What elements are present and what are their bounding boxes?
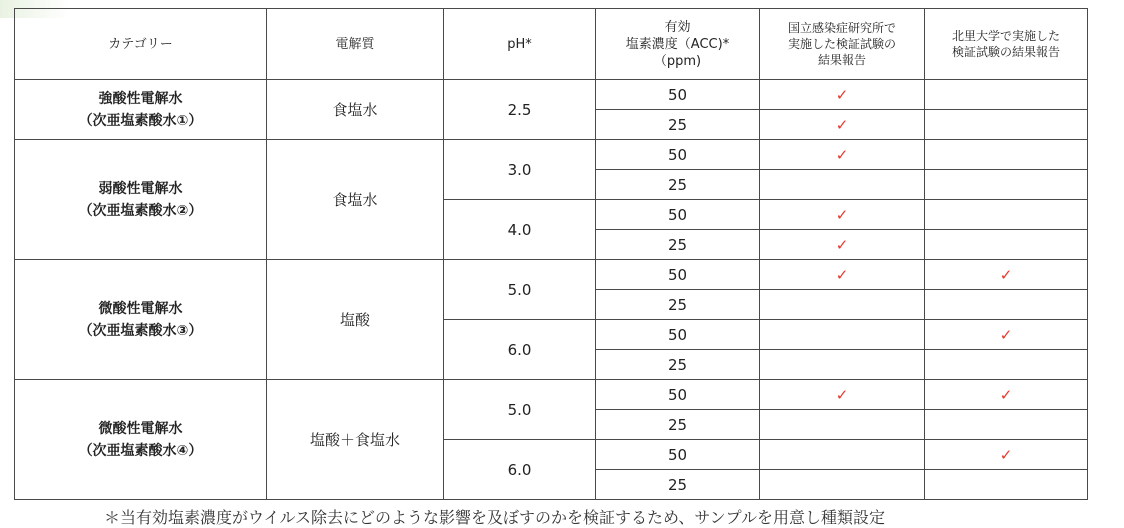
kitasato-result-cell: [925, 140, 1088, 170]
header-category: カテゴリー: [15, 9, 267, 80]
electrolyte-cell: 食塩水: [267, 140, 444, 260]
kitasato-result-cell: [925, 290, 1088, 320]
header-electrolyte: 電解質: [267, 9, 444, 80]
check-icon: ✓: [835, 145, 849, 164]
electrolyte-cell: 塩酸: [267, 260, 444, 380]
check-icon: ✓: [835, 115, 849, 134]
acc-cell: 50: [596, 200, 760, 230]
niid-result-cell: [760, 200, 925, 230]
acc-cell: 25: [596, 350, 760, 380]
footnote: ＊当有効塩素濃度がウイルス除去にどのような影響を及ぼすのかを検証するため、サンプルを用意し種類設定: [104, 508, 885, 527]
kitasato-result-cell: [925, 320, 1088, 350]
ph-cell: 6.0: [444, 440, 596, 500]
niid-result-cell: [760, 140, 925, 170]
kitasato-result-cell: [925, 80, 1088, 110]
acc-cell: 50: [596, 440, 760, 470]
niid-result-cell: [760, 110, 925, 140]
check-icon: ✓: [835, 265, 849, 284]
header-niid: 国立感染症研究所で 実施した検証試験の 結果報告: [760, 9, 925, 80]
category-cell: [15, 380, 267, 500]
header-ph: pH*: [444, 9, 596, 80]
kitasato-result-cell: [925, 110, 1088, 140]
kitasato-result-cell: [925, 410, 1088, 440]
check-icon: ✓: [999, 325, 1013, 344]
acc-cell: 25: [596, 470, 760, 500]
kitasato-result-cell: [925, 230, 1088, 260]
acc-cell: 50: [596, 320, 760, 350]
ph-cell: 3.0: [444, 140, 596, 200]
niid-result-cell: [760, 230, 925, 260]
category-label: 弱酸性電解水 （次亜塩素酸水②）: [78, 180, 203, 219]
electrolyte-cell: 塩酸＋食塩水: [267, 380, 444, 500]
verification-table: [14, 8, 1088, 500]
table-body: [15, 80, 1088, 500]
category-label: 微酸性電解水 （次亜塩素酸水④）: [78, 420, 203, 459]
check-icon: ✓: [835, 205, 849, 224]
category-cell: [15, 80, 267, 140]
niid-result-cell: [760, 320, 925, 350]
kitasato-result-cell: [925, 350, 1088, 380]
header-kitasato: 北里大学で実施した 検証試験の結果報告: [925, 9, 1088, 80]
niid-result-cell: [760, 80, 925, 110]
kitasato-result-cell: [925, 470, 1088, 500]
check-icon: ✓: [835, 235, 849, 254]
table-row: [15, 140, 1088, 170]
acc-cell: 25: [596, 410, 760, 440]
niid-result-cell: [760, 440, 925, 470]
category-label: 微酸性電解水 （次亜塩素酸水③）: [78, 300, 203, 339]
electrolyte-cell: 食塩水: [267, 80, 444, 140]
ph-cell: 4.0: [444, 200, 596, 260]
acc-cell: 50: [596, 140, 760, 170]
acc-cell: 25: [596, 290, 760, 320]
check-icon: ✓: [999, 385, 1013, 404]
check-icon: ✓: [999, 265, 1013, 284]
check-icon: ✓: [999, 445, 1013, 464]
kitasato-result-cell: [925, 380, 1088, 410]
niid-result-cell: [760, 410, 925, 440]
check-icon: ✓: [835, 385, 849, 404]
category-label: 強酸性電解水 （次亜塩素酸水①）: [78, 90, 203, 129]
acc-cell: 25: [596, 110, 760, 140]
table-row: [15, 80, 1088, 110]
ph-cell: 5.0: [444, 380, 596, 440]
niid-result-cell: [760, 350, 925, 380]
table-row: [15, 380, 1088, 410]
niid-result-cell: [760, 470, 925, 500]
category-cell: [15, 140, 267, 260]
header-acc: 有効 塩素濃度（ACC)* （ppm): [596, 9, 760, 80]
kitasato-result-cell: [925, 440, 1088, 470]
category-cell: [15, 260, 267, 380]
acc-cell: 50: [596, 80, 760, 110]
acc-cell: 25: [596, 230, 760, 260]
table-row: [15, 260, 1088, 290]
kitasato-result-cell: [925, 170, 1088, 200]
acc-cell: 50: [596, 380, 760, 410]
niid-result-cell: [760, 170, 925, 200]
header-row: [15, 9, 1088, 80]
ph-cell: 6.0: [444, 320, 596, 380]
check-icon: ✓: [835, 85, 849, 104]
niid-result-cell: [760, 290, 925, 320]
kitasato-result-cell: [925, 200, 1088, 230]
acc-cell: 50: [596, 260, 760, 290]
kitasato-result-cell: [925, 260, 1088, 290]
niid-result-cell: [760, 380, 925, 410]
ph-cell: 2.5: [444, 80, 596, 140]
niid-result-cell: [760, 260, 925, 290]
acc-cell: 25: [596, 170, 760, 200]
ph-cell: 5.0: [444, 260, 596, 320]
